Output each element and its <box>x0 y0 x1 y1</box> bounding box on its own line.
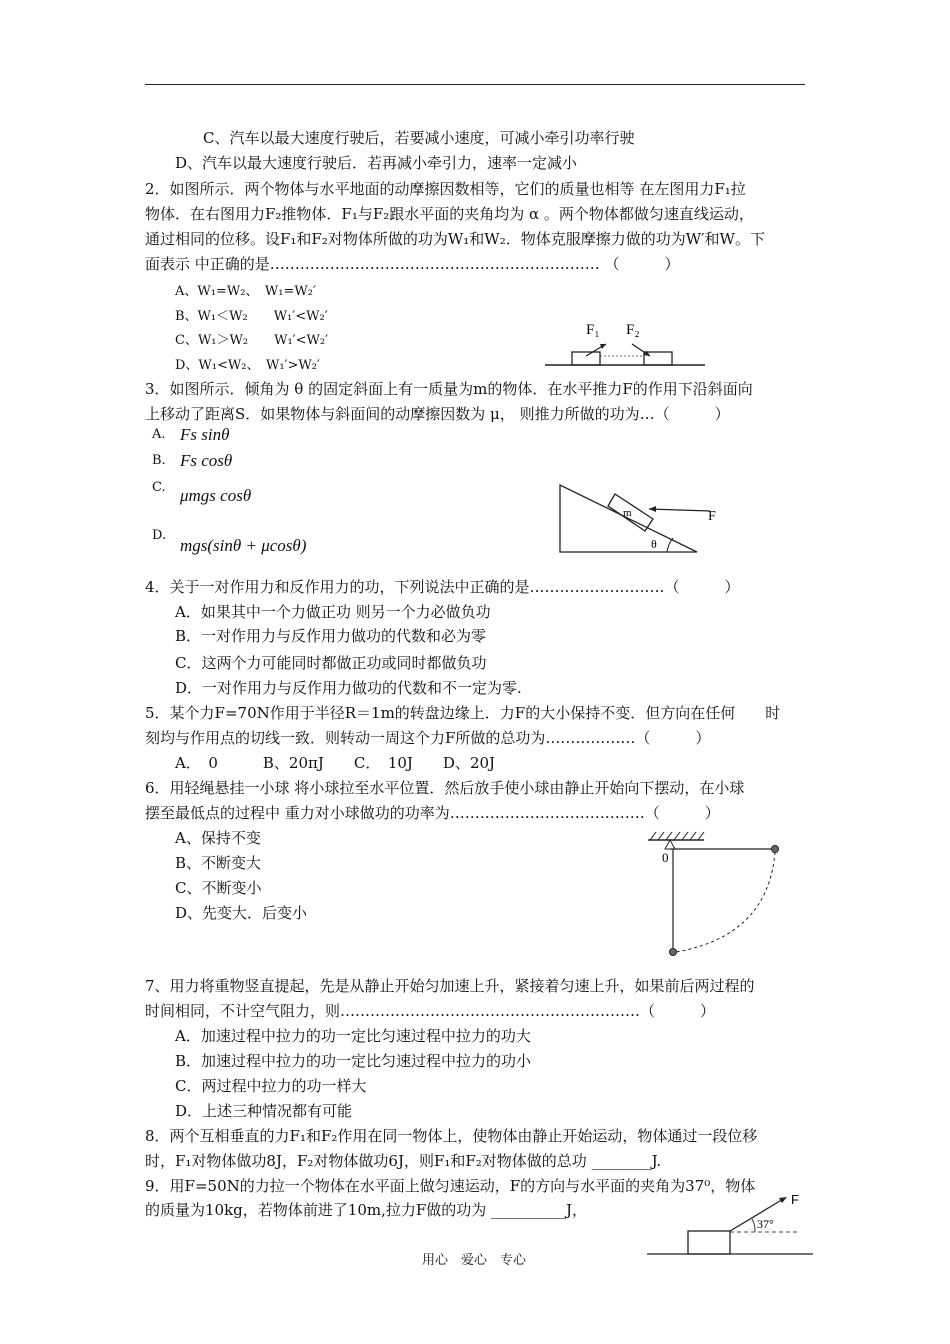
q3-option-c: μmgs cosθ <box>180 486 252 505</box>
q4-option-d: D．一对作用力与反作用力做功的代数和不一定为零. <box>175 679 522 697</box>
block <box>688 1231 730 1254</box>
q6-option-a: A、保持不变 <box>175 829 261 847</box>
q2-line-4: 面表示 中正确的是………………………………………………………… （ ） <box>145 255 680 273</box>
angle-arc <box>752 1219 755 1232</box>
q3-option-c-label: C. <box>152 480 166 495</box>
pivot <box>665 840 675 849</box>
q7-option-a: A．加速过程中拉力的功一定比匀速过程中拉力的功大 <box>175 1027 531 1045</box>
q3-option-a-label: A. <box>152 427 166 442</box>
swing-path <box>676 852 775 952</box>
q3-option-b-label: B. <box>152 453 166 468</box>
q9-line-2: 的质量为10kg，若物体前进了10m,拉力F做的功为 __________J， <box>145 1201 588 1219</box>
q4-option-c: C．这两个力可能同时都做正功或同时都做负功 <box>175 654 487 672</box>
q1-option-c: C、汽车以最大速度行驶后，若要减小速度，可减小牵引功率行驶 <box>203 129 635 147</box>
q1-option-d: D、汽车以最大速度行驶后．若再减小牵引力，速率一定减小 <box>175 154 578 172</box>
q2-option-c: C、W₁＞W₂ W₁′<W₂′ <box>175 333 329 348</box>
fig-f1-label: F₁ <box>586 322 600 338</box>
q9-figure <box>645 1190 815 1260</box>
q6-option-c: C、不断变小 <box>175 879 262 897</box>
q2-option-b: B、W₁＜W₂ W₁′<W₂′ <box>175 309 328 324</box>
fig-f-label: F <box>708 509 716 524</box>
ball-bottom <box>670 949 677 956</box>
q2-line-1: 2．如图所示．两个物体与水平地面的动摩擦因数相等，它们的质量也相等 在左图用力F₁拉 <box>145 180 746 198</box>
fig-m-label: m <box>623 507 632 519</box>
q5-line-1: 5．某个力F=70N作用于半径R＝1m的转盘边缘上．力F的大小保持不变．但方向在任何 时 <box>145 704 781 722</box>
fig-o-label: 0 <box>662 850 669 865</box>
q4-line-1: 4．关于一对作用力和反作用力的功，下列说法中正确的是………………………（ ） <box>145 578 740 596</box>
q3-option-a: Fs sinθ <box>180 425 230 444</box>
q3-option-b: Fs cosθ <box>180 451 233 470</box>
force-arrow <box>649 509 710 511</box>
q2-option-d: D、W₁<W₂、 W₁′>W₂′ <box>175 358 320 373</box>
q5-options: A． 0 B、20πJ C． 10J D、20J <box>175 754 496 772</box>
ceiling-hatch <box>650 832 704 840</box>
q5-line-2: 刻均与作用点的切线一致．则转动一周这个力F所做的总功为………………（ ） <box>145 729 711 747</box>
q8-line-1: 8．两个互相垂直的力F₁和F₂作用在同一物体上，使物体由静止开始运动，物体通过一段位移 <box>145 1127 758 1145</box>
q2-figure <box>540 316 710 372</box>
q7-line-1: 7、用力将重物竖直提起，先是从静止开始匀加速上升，紧接着匀速上升，如果前后两过程的 <box>145 977 755 995</box>
q3-line-2: 上移动了距离S．如果物体与斜面间的动摩擦因数为 μ， 则推力所做的功为…（ ） <box>145 405 730 423</box>
fig-f-label: F <box>791 1192 799 1207</box>
force-arrowhead <box>649 506 656 512</box>
fig-angle-label: 37° <box>757 1217 774 1231</box>
q7-option-b: B．加速过程中拉力的功一定比匀速过程中拉力的功小 <box>175 1052 532 1070</box>
q4-option-b: B．一对作用力与反作用力做功的代数和必为零 <box>175 627 487 645</box>
q9-line-1: 9．用F=50N的力拉一个物体在水平面上做匀速运动，F的方向与水平面的夹角为37⁰，物体 <box>145 1177 756 1195</box>
q3-line-1: 3．如图所示．倾角为 θ 的固定斜面上有一质量为m的物体．在水平推力F的作用下沿斜面向 <box>145 380 753 398</box>
q6-figure <box>640 828 790 963</box>
q6-option-b: B、不断变大 <box>175 854 262 872</box>
footer-text: 用心 爱心 专心 <box>422 1253 527 1268</box>
q7-option-d: D．上述三种情况都有可能 <box>175 1102 353 1120</box>
q4-option-a: A．如果其中一个力做正功 则另一个力必做负功 <box>175 603 491 621</box>
q6-line-2: 摆至最低点的过程中 重力对小球做功的功率为…………………………………（ ） <box>145 804 720 822</box>
q7-line-2: 时间相同，不计空气阻力，则……………………………………………………（ ） <box>145 1002 716 1020</box>
ball-start <box>772 846 779 853</box>
q2-option-a: A、W₁=W₂、 W₁=W₂′ <box>175 284 316 299</box>
q6-line-1: 6．用轻绳悬挂一小球 将小球拉至水平位置．然后放手使小球由静止开始向下摆动，在小球 <box>145 779 745 797</box>
force-arrowhead <box>779 1197 787 1203</box>
fig-f2-label: F₂ <box>626 322 640 338</box>
q3-option-d-label: D. <box>152 528 167 543</box>
q2-line-2: 物体．在右图用力F₂推物体．F₁与F₂跟水平面的夹角均为 α 。两个物体都做匀速直线运动， <box>145 205 754 223</box>
q8-line-2: 时，F₁对物体做功8J，F₂对物体做功6J，则F₁和F₂对物体做的总功 ________J. <box>145 1152 662 1170</box>
fig-theta-label: θ <box>651 537 657 551</box>
q3-figure <box>555 482 735 557</box>
q6-option-d: D、先变大．后变小 <box>175 904 308 922</box>
header-rule <box>145 84 805 85</box>
left-block <box>572 352 600 365</box>
q7-option-c: C．两过程中拉力的功一样大 <box>175 1077 367 1095</box>
q2-line-3: 通过相同的位移。设F₁和F₂对物体所做的功为W₁和W₂．物体克服摩擦力做的功为W′和W。下 <box>145 230 765 248</box>
q3-option-d: mgs(sinθ + μcosθ) <box>180 536 307 555</box>
